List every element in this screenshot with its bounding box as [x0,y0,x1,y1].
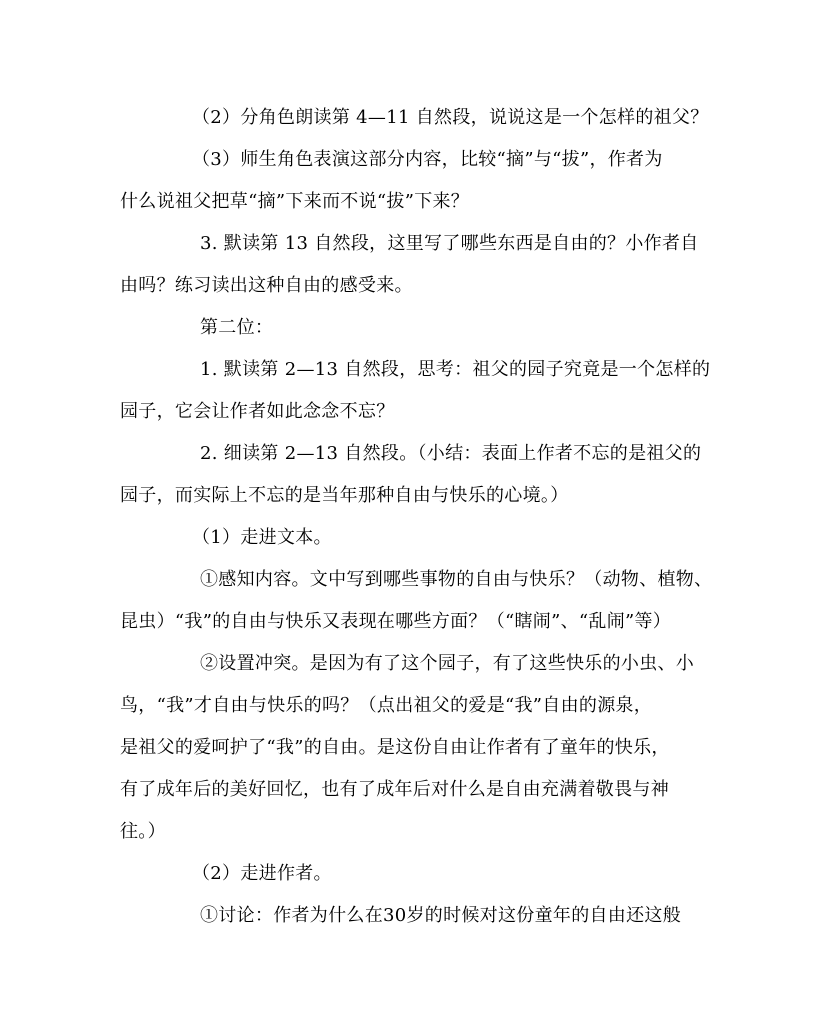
paragraph-line: ②设置冲突。是因为有了这个园子，有了这些快乐的小虫、小 [200,653,695,674]
paragraph-line: （2）分角色朗读第 4—11 自然段，说说这是一个怎样的祖父？ [192,107,709,128]
paragraph-line: ①感知内容。文中写到哪些事物的自由与快乐？（动物、植物、 [200,569,713,590]
paragraph-line: （2）走进作者。 [192,863,332,884]
paragraph-line: 1. 默读第 2—13 自然段，思考：祖父的园子究竟是一个怎样的 [200,359,711,380]
paragraph-line: （1）走进文本。 [192,527,332,548]
paragraph-line: 是祖父的爱呵护了“我”的自由。是这份自由让作者有了童年的快乐， [120,737,670,758]
paragraph-line: 昆虫）“我”的自由与快乐又表现在哪些方面？（“瞎闹”、“乱闹”等） [120,611,672,632]
paragraph-line: 什么说祖父把草“摘”下来而不说“拔”下来？ [120,191,470,212]
paragraph-line: 3. 默读第 13 自然段，这里写了哪些东西是自由的？小作者自 [200,233,699,254]
paragraph-line: 2. 细读第 2—13 自然段。（小结：表面上作者不忘的是祖父的 [200,443,702,464]
paragraph-line: 园子，它会让作者如此念念不忘？ [120,401,395,422]
paragraph-line: （3）师生角色表演这部分内容，比较“摘”与“拔”，作者为 [192,149,663,170]
paragraph-line: 由吗？练习读出这种自由的感受来。 [120,275,413,296]
paragraph-line: 往。） [120,821,166,842]
paragraph-line: ①讨论：作者为什么在30岁的时候对这份童年的自由还这般 [200,905,682,926]
paragraph-line: 鸟，“我”才自由与快乐的吗？（点出祖父的爱是“我”自由的源泉， [120,695,653,716]
paragraph-line: 有了成年后的美好回忆，也有了成年后对什么是自由充满着敬畏与神 [120,779,669,800]
paragraph-line: 园子，而实际上不忘的是当年那种自由与快乐的心境。） [120,485,569,506]
section-heading: 第二位： [200,317,274,338]
